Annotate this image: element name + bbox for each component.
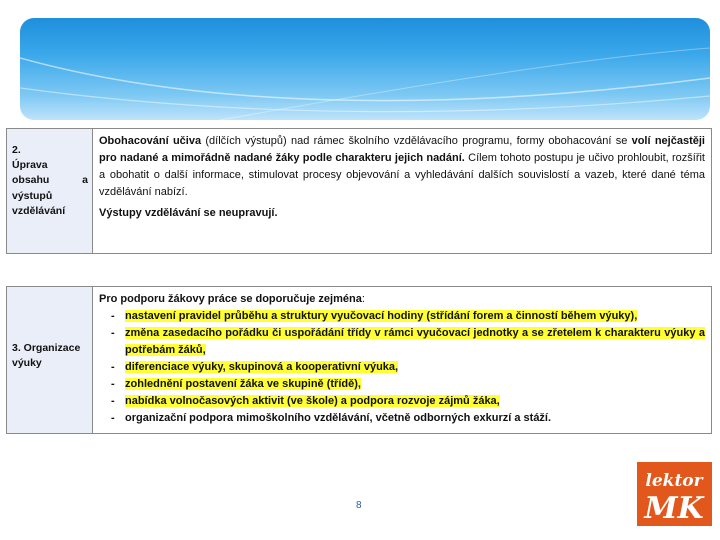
heading-colon: : (361, 293, 365, 305)
label-word: a (82, 174, 88, 187)
list-item-text: diferenciace výuky, skupinová a kooperativní výuka, (125, 361, 399, 374)
label-number: 2. (12, 144, 21, 156)
row-label-organization: 3. Organizace výuky (7, 287, 93, 434)
dash-bullet: - (111, 412, 115, 425)
lektor-mk-logo (637, 462, 712, 526)
text-bold: Obohacování učiva (99, 135, 202, 147)
list-item-text: nabídka volnočasových aktivit (ve škole) a podpora rozvoje zájmů žáka, (125, 395, 500, 408)
list-item (99, 308, 705, 325)
label-line: vzdělávání (12, 204, 66, 217)
content-cell-enrichment (93, 129, 712, 254)
label-line: výstupů (12, 189, 53, 202)
list-item (99, 359, 705, 376)
recommendation-list (99, 308, 705, 427)
list-item (99, 325, 705, 359)
table-content-adjustment (6, 128, 712, 254)
label-line-pair (12, 173, 88, 188)
list-item-text: změna zasedacího pořádku či uspořádání třídy v rámci vyučovací jednotky a se zřetelem k charakteru výuky a potřebám žáků, (125, 327, 705, 357)
text-normal: (dílčích výstupů) nad rámec školního vzdělávacího programu, formy obohacování se (201, 135, 632, 147)
recommendation-heading (99, 291, 705, 308)
list-item (99, 376, 705, 393)
header-banner (20, 18, 710, 120)
banner-wave-decoration (20, 18, 710, 120)
label-word: obsahu (12, 174, 50, 187)
list-item-text: nastavení pravidel průběhu a struktury vyučovací hodiny (střídání forem a činností během výuky), (125, 310, 638, 323)
dash-bullet: - (111, 327, 115, 340)
dash-bullet: - (111, 310, 115, 323)
enrichment-paragraph (99, 133, 705, 201)
table-organization (6, 286, 712, 434)
logo-text-mk: MK (644, 491, 704, 526)
text-bold: volí nejčastěji pro nadané a mimořádně nadané žáky podle charakteru jejich nadání. (99, 135, 705, 165)
logo-text-lektor: lektor (645, 471, 703, 491)
list-item-text: organizační podpora mimoškolního vzdělávání, včetně odborných exkurzí a stáží. (125, 412, 552, 425)
list-item (99, 410, 705, 427)
text-normal: Cílem tohoto postupu je učivo prohloubit, rozšířit a obohatit o další informace, stimulovat procesy objevování a vyhledávání dalších souvislostí a vazeb, které dané téma vzdělávání nabízí. (99, 152, 705, 199)
dash-bullet: - (111, 395, 115, 408)
heading-text: Pro podporu žákovy práce se doporučuje zejména (99, 293, 362, 305)
dash-bullet: - (111, 361, 115, 374)
label-line: Úprava (12, 159, 48, 172)
page-number: 8 (356, 500, 362, 511)
list-item (99, 393, 705, 410)
dash-bullet: - (111, 378, 115, 391)
list-item-text: zohlednění postavení žáka ve skupině (třídě), (125, 378, 361, 391)
row-label-content-adjustment (7, 129, 93, 254)
content-cell-organization (93, 287, 712, 434)
outputs-note: Výstupy vzdělávání se neupravují. (99, 207, 278, 220)
logo-mark (637, 462, 712, 526)
